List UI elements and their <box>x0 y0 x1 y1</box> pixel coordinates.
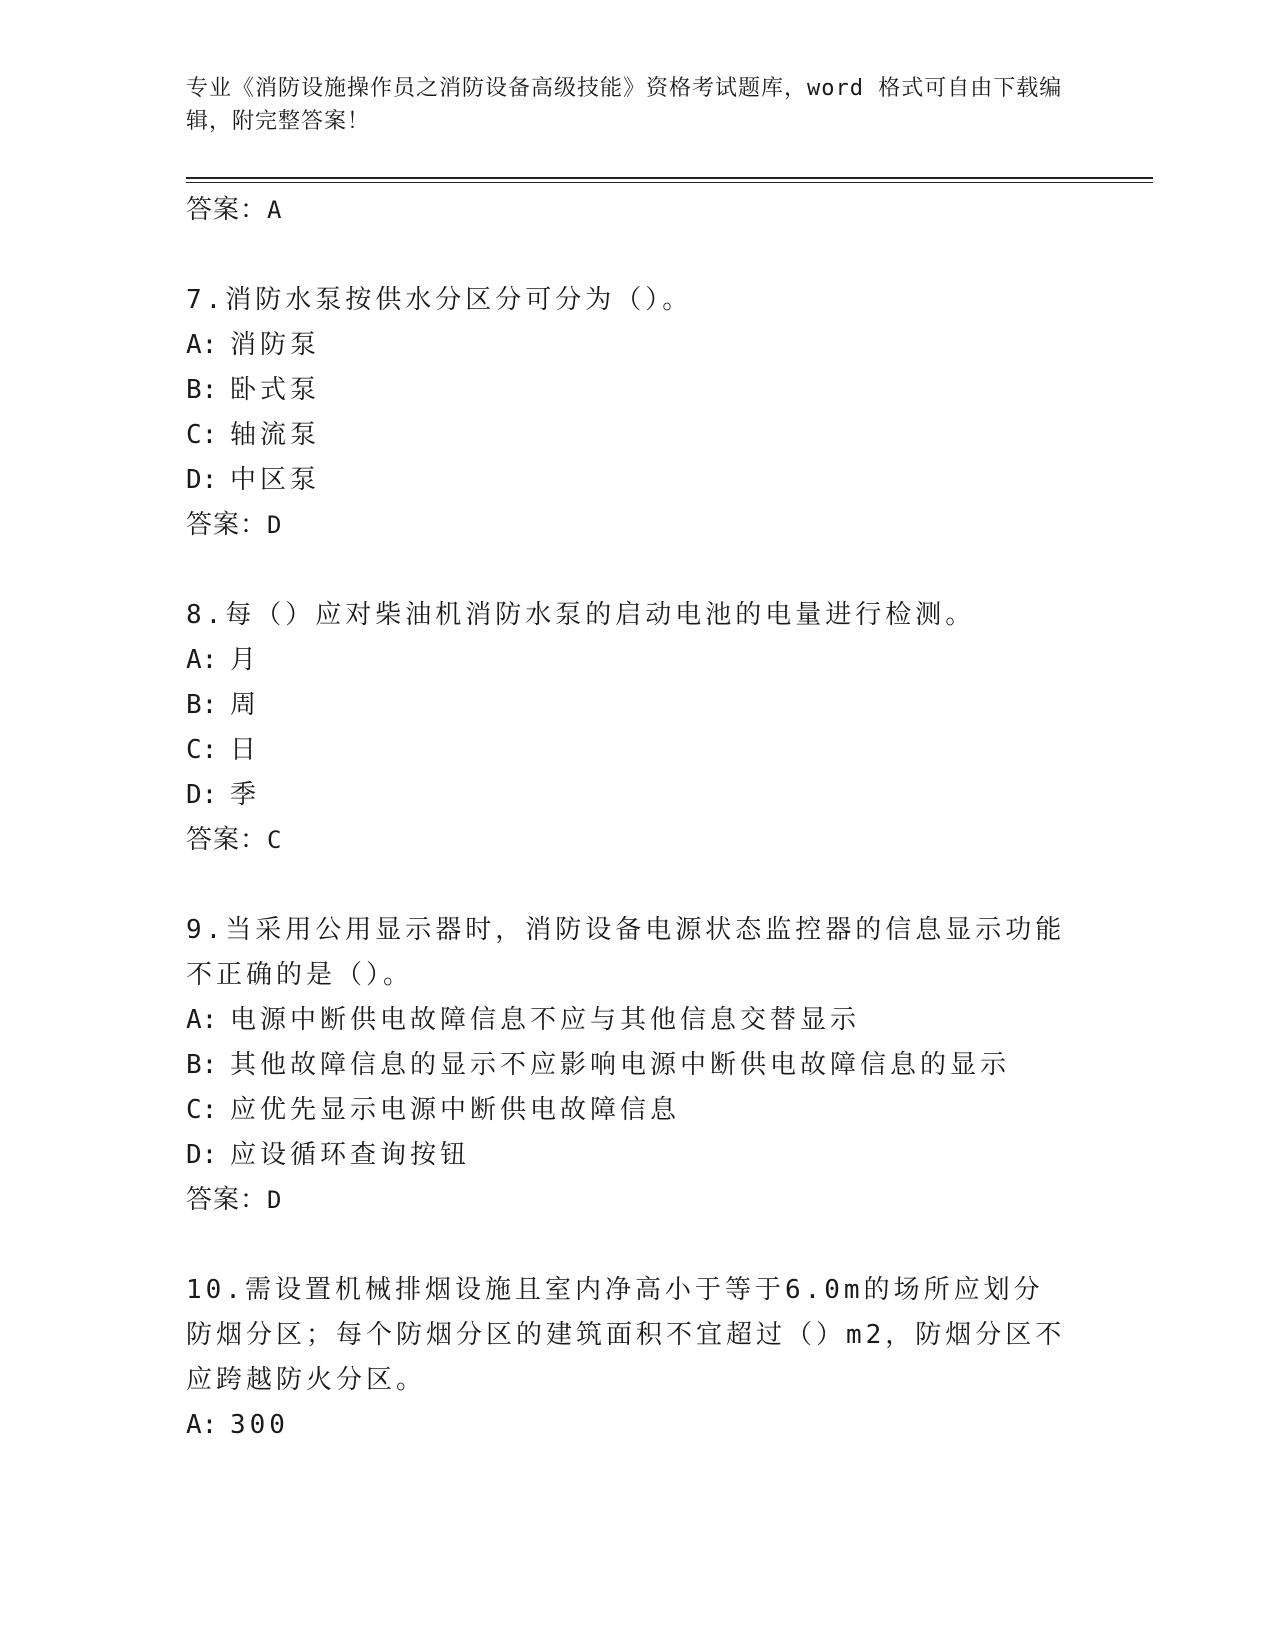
option-text: 月 <box>230 645 261 675</box>
option-text: 轴流泵 <box>230 420 321 450</box>
option-key: D: <box>186 465 218 495</box>
option-key: B: <box>186 375 218 405</box>
option-a <box>186 638 1066 683</box>
answer-label: 答案： <box>186 195 268 225</box>
option-c <box>186 413 1066 458</box>
answer-line <box>186 818 1066 863</box>
option-a <box>186 323 1066 368</box>
option-text: 卧式泵 <box>230 375 321 405</box>
question-text: 8.每（）应对柴油机消防水泵的启动电池的电量进行检测。 <box>186 600 976 630</box>
option-key: D: <box>186 1140 218 1170</box>
option-text: 周 <box>230 690 261 720</box>
option-d <box>186 458 1066 503</box>
option-text: 应优先显示电源中断供电故障信息 <box>230 1095 681 1125</box>
option-b <box>186 1043 1066 1088</box>
option-text: 季 <box>230 780 261 810</box>
spacer <box>186 863 1066 908</box>
header-divider-thin <box>186 182 1153 183</box>
question-block-7 <box>186 278 1066 548</box>
answer-line <box>186 188 1066 233</box>
answer-label: 答案： <box>186 510 268 540</box>
answer-value: D <box>267 1186 283 1214</box>
option-key: B: <box>186 690 218 720</box>
option-d <box>186 773 1066 818</box>
option-text: 300 <box>230 1410 289 1440</box>
option-key: C: <box>186 1095 218 1125</box>
option-key: C: <box>186 420 218 450</box>
question-text: 10.需设置机械排烟设施且室内净高小于等于6.0m的场所应划分防烟分区；每个防烟分区的建筑面积不宜超过（）m2，防烟分区不应跨越防火分区。 <box>186 1275 1066 1395</box>
question-block-9 <box>186 908 1066 1223</box>
option-c <box>186 728 1066 773</box>
option-key: C: <box>186 735 218 765</box>
header-divider-thick <box>186 177 1153 179</box>
option-d <box>186 1133 1066 1178</box>
answer-line <box>186 1178 1066 1223</box>
answer-value: D <box>267 511 283 539</box>
answer-line <box>186 503 1066 548</box>
option-text: 电源中断供电故障信息不应与其他信息交替显示 <box>230 1005 861 1035</box>
option-key: D: <box>186 780 218 810</box>
spacer <box>186 548 1066 593</box>
question-text: 9.当采用公用显示器时，消防设备电源状态监控器的信息显示功能不正确的是（）。 <box>186 915 1066 990</box>
option-text: 消防泵 <box>230 330 321 360</box>
option-text: 日 <box>230 735 261 765</box>
option-b <box>186 683 1066 728</box>
spacer <box>186 1223 1066 1268</box>
answer-label: 答案： <box>186 825 268 855</box>
option-a <box>186 1403 1066 1448</box>
answer-value: A <box>267 196 283 224</box>
option-a <box>186 998 1066 1043</box>
option-key: B: <box>186 1050 218 1080</box>
option-key: A: <box>186 1410 218 1440</box>
option-key: A: <box>186 645 218 675</box>
document-header: 专业《消防设施操作员之消防设备高级技能》资格考试题库，word 格式可自由下载编辑，附完整答案！ <box>186 76 1063 134</box>
question-list <box>186 188 1066 1448</box>
option-key: A: <box>186 1005 218 1035</box>
option-text: 其他故障信息的显示不应影响电源中断供电故障信息的显示 <box>230 1050 1011 1080</box>
answer-label: 答案： <box>186 1185 268 1215</box>
option-key: A: <box>186 330 218 360</box>
answer-value: C <box>267 826 283 854</box>
spacer <box>186 233 1066 278</box>
option-c <box>186 1088 1066 1133</box>
option-text: 中区泵 <box>230 465 321 495</box>
question-text: 7.消防水泵按供水分区分可分为（）。 <box>186 285 693 315</box>
option-text: 应设循环查询按钮 <box>230 1140 471 1170</box>
question-block-10 <box>186 1268 1066 1448</box>
question-block-8 <box>186 593 1066 863</box>
option-b <box>186 368 1066 413</box>
